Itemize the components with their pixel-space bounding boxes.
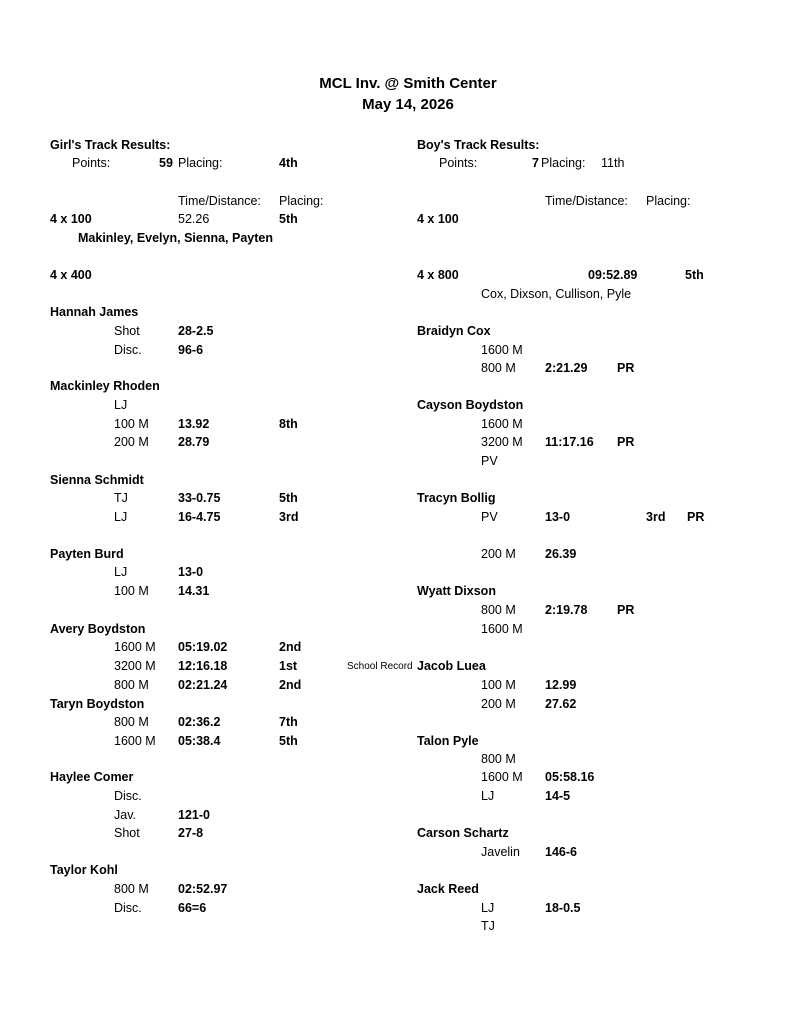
- result-event: 100 M: [481, 678, 516, 692]
- pr-badge: PR: [617, 361, 635, 375]
- girls-4x100-event: 4 x 100: [50, 212, 92, 226]
- boys-placing-label: Placing:: [541, 156, 586, 170]
- result-event: Jav.: [114, 808, 136, 822]
- boys-col-time: Time/Distance:: [545, 194, 628, 208]
- athlete-name: Taryn Boydston: [50, 697, 145, 711]
- athlete-name: Braidyn Cox: [417, 324, 491, 338]
- result-event: 200 M: [114, 435, 149, 449]
- result-place: 2nd: [279, 678, 302, 692]
- result-mark: 12.99: [545, 678, 577, 692]
- result-event: 1600 M: [481, 770, 523, 784]
- girls-4x100-place: 5th: [279, 212, 298, 226]
- result-event: PV: [481, 454, 498, 468]
- result-mark: 28.79: [178, 435, 210, 449]
- athlete-name: Mackinley Rhoden: [50, 379, 160, 393]
- boys-col-placing: Placing:: [646, 194, 691, 208]
- boys-heading: Boy's Track Results:: [417, 138, 540, 152]
- result-mark: 27-8: [178, 826, 204, 840]
- result-mark: 16-4.75: [178, 510, 221, 524]
- pr-badge: PR: [617, 603, 635, 617]
- result-event: Disc.: [114, 789, 142, 803]
- result-event: 800 M: [481, 752, 516, 766]
- result-event: LJ: [114, 565, 128, 579]
- result-event: 200 M: [481, 547, 516, 561]
- result-event: LJ: [481, 901, 495, 915]
- result-event: 100 M: [114, 417, 149, 431]
- result-event: LJ: [481, 789, 495, 803]
- athlete-name: Payten Burd: [50, 547, 124, 561]
- girls-4x100-time: 52.26: [178, 212, 210, 226]
- result-mark: 12:16.18: [178, 659, 228, 673]
- result-mark: 2:21.29: [545, 361, 588, 375]
- result-mark: 2:19.78: [545, 603, 588, 617]
- result-event: Shot: [114, 324, 140, 338]
- result-event: Javelin: [481, 845, 520, 859]
- result-event: 800 M: [481, 603, 516, 617]
- result-event: 800 M: [114, 882, 149, 896]
- athlete-name: Talon Pyle: [417, 734, 479, 748]
- result-place: 8th: [279, 417, 298, 431]
- girls-4x100-runners: Makinley, Evelyn, Sienna, Payten: [78, 231, 273, 245]
- result-event: PV: [481, 510, 498, 524]
- athlete-name: Taylor Kohl: [50, 863, 118, 877]
- result-event: TJ: [481, 919, 495, 933]
- result-event: 3200 M: [481, 435, 523, 449]
- result-mark: 05:38.4: [178, 734, 221, 748]
- result-mark: 14-5: [545, 789, 571, 803]
- girls-points: 59: [159, 156, 173, 170]
- result-event: LJ: [114, 510, 128, 524]
- girls-4x400-event: 4 x 400: [50, 268, 92, 282]
- athlete-name: Hannah James: [50, 305, 139, 319]
- athlete-name: Avery Boydston: [50, 622, 146, 636]
- pr-badge: PR: [687, 510, 705, 524]
- result-mark: 02:52.97: [178, 882, 228, 896]
- result-mark: 26.39: [545, 547, 577, 561]
- result-mark: 66=6: [178, 901, 207, 915]
- result-place: 7th: [279, 715, 298, 729]
- result-event: 200 M: [481, 697, 516, 711]
- boys-points: 7: [532, 156, 539, 170]
- result-mark: 27.62: [545, 697, 577, 711]
- result-mark: 13-0: [545, 510, 571, 524]
- result-event: Shot: [114, 826, 140, 840]
- athlete-name: Carson Schartz: [417, 826, 509, 840]
- result-event: 100 M: [114, 584, 149, 598]
- girls-points-label: Points:: [72, 156, 111, 170]
- boys-4x800-place: 5th: [685, 268, 704, 282]
- girls-placing-label: Placing:: [178, 156, 223, 170]
- pr-badge: PR: [617, 435, 635, 449]
- result-mark: 146-6: [545, 845, 577, 859]
- result-event: 1600 M: [114, 734, 156, 748]
- result-event: Disc.: [114, 343, 142, 357]
- boys-points-label: Points:: [439, 156, 478, 170]
- result-mark: 18-0.5: [545, 901, 581, 915]
- result-event: 3200 M: [114, 659, 156, 673]
- boys-4x800-runners: Cox, Dixson, Cullison, Pyle: [481, 287, 632, 301]
- result-mark: 33-0.75: [178, 491, 221, 505]
- result-event: 1600 M: [481, 417, 523, 431]
- girls-col-placing: Placing:: [279, 194, 324, 208]
- boys-placing: 11th: [601, 156, 625, 170]
- result-event: 800 M: [114, 678, 149, 692]
- school-record-note: School Record: [347, 661, 413, 672]
- athlete-name: Wyatt Dixson: [417, 584, 496, 598]
- result-mark: 02:21.24: [178, 678, 228, 692]
- page-title: MCL Inv. @ Smith Center: [319, 75, 497, 92]
- result-mark: 11:17.16: [545, 435, 594, 449]
- result-event: 800 M: [114, 715, 149, 729]
- athlete-name: Cayson Boydston: [417, 398, 524, 412]
- result-event: Disc.: [114, 901, 142, 915]
- result-event: LJ: [114, 398, 128, 412]
- athlete-name: Jacob Luea: [417, 659, 486, 673]
- result-event: 1600 M: [114, 640, 156, 654]
- result-mark: 13-0: [178, 565, 204, 579]
- result-mark: 28-2.5: [178, 324, 214, 338]
- meet-date: May 14, 2026: [362, 96, 454, 113]
- result-place: 2nd: [279, 640, 302, 654]
- result-event: 1600 M: [481, 343, 523, 357]
- athlete-name: Jack Reed: [417, 882, 479, 896]
- boys-4x800-time: 09:52.89: [588, 268, 638, 282]
- result-place: 3rd: [279, 510, 299, 524]
- result-mark: 05:58.16: [545, 770, 595, 784]
- girls-col-time: Time/Distance:: [178, 194, 261, 208]
- result-mark: 02:36.2: [178, 715, 221, 729]
- girls-placing: 4th: [279, 156, 298, 170]
- result-mark: 05:19.02: [178, 640, 228, 654]
- result-place: 1st: [279, 659, 298, 673]
- athlete-name: Tracyn Bollig: [417, 491, 496, 505]
- boys-4x100-event: 4 x 100: [417, 212, 459, 226]
- boys-4x800-event: 4 x 800: [417, 268, 459, 282]
- athlete-name: Haylee Comer: [50, 770, 134, 784]
- result-event: TJ: [114, 491, 128, 505]
- result-place: 3rd: [646, 510, 666, 524]
- result-mark: 13.92: [178, 417, 210, 431]
- result-place: 5th: [279, 734, 298, 748]
- result-mark: 14.31: [178, 584, 210, 598]
- result-mark: 96-6: [178, 343, 204, 357]
- result-event: 1600 M: [481, 622, 523, 636]
- girls-heading: Girl's Track Results:: [50, 138, 171, 152]
- result-mark: 121-0: [178, 808, 210, 822]
- athlete-name: Sienna Schmidt: [50, 473, 144, 487]
- result-place: 5th: [279, 491, 298, 505]
- result-event: 800 M: [481, 361, 516, 375]
